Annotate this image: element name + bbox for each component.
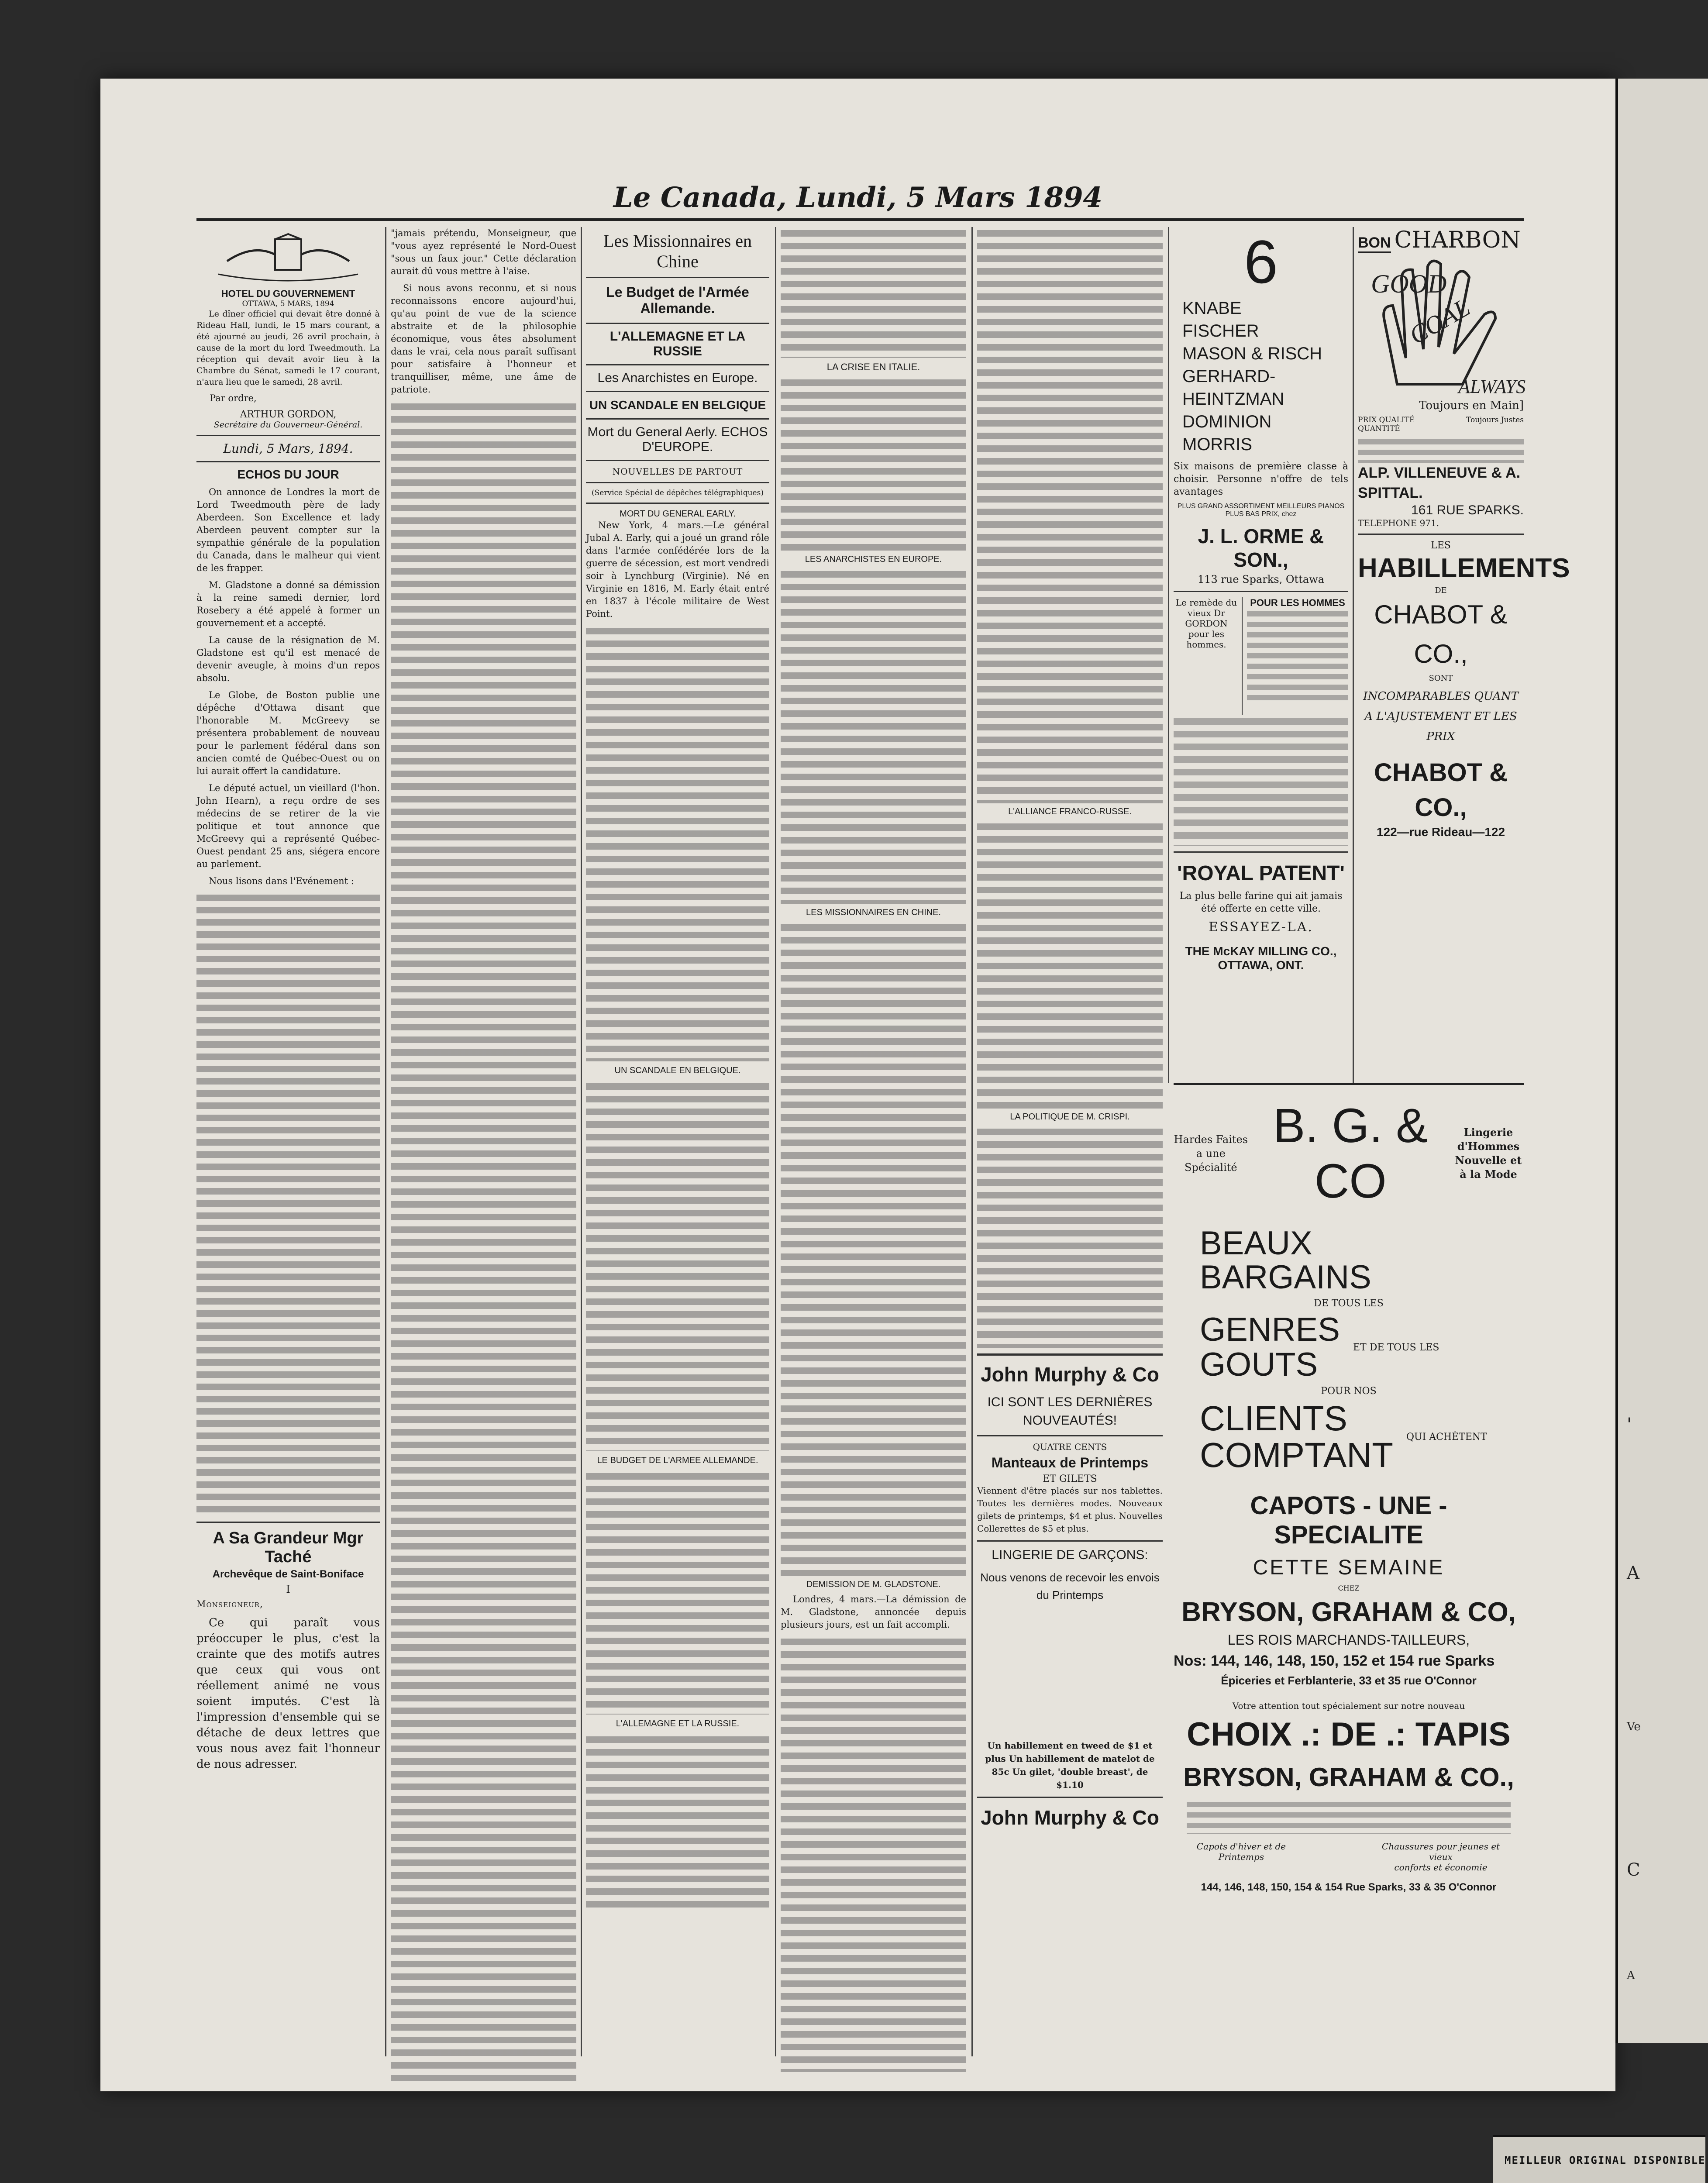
royal-patent: 'ROYAL PATENT' xyxy=(1177,862,1345,885)
tache-title: A Sa Grandeur Mgr Taché xyxy=(213,1529,364,1566)
murphy-lingerie: LINGERIE DE GARÇONS: xyxy=(992,1548,1148,1562)
svg-text:GOOD: GOOD xyxy=(1371,269,1447,298)
pianos-assortiment: PLUS GRAND ASSORTIMENT MEILLEURS PIANOS PLUS BAS PRIX, chez xyxy=(1177,503,1345,518)
capots-hiver: Capots d'hiver et de Printemps xyxy=(1196,1841,1286,1862)
villeneuve-telephone: TELEPHONE 971. xyxy=(1358,518,1439,528)
budget-headline: Le Budget de l'Armée Allemande. xyxy=(606,284,749,316)
orme-address: 113 rue Sparks, Ottawa xyxy=(1197,573,1325,585)
murphy-title-bottom: John Murphy & Co xyxy=(981,1806,1159,1829)
murphy-ad xyxy=(977,1363,1163,1829)
early-title: MORT DU GENERAL EARLY. xyxy=(620,509,736,519)
official-notice: Le dîner officiel qui devait être donné à Rideau Hall, lundi, le 15 mars courant, a été ajourné au jeudi, 26 avril prochain, à cause de la mort du lord Tweedmouth. La réception qui devait avoir lieu à la Chambre du Sénat, samedi le 17 courant, n'aura lieu que le samedi, 28 avril. xyxy=(196,309,380,387)
lingerie-hommes: Lingerie d'Hommes Nouvelle et à la Mode xyxy=(1455,1126,1522,1181)
chez-label: CHEZ xyxy=(1338,1584,1360,1592)
adjacent-page-edge: ' A Ve C A xyxy=(1615,79,1708,2043)
toujours-justes: Toujours Justes xyxy=(1466,416,1524,424)
allemagne-title: L'ALLEMAGNE ET LA RUSSIE. xyxy=(616,1719,740,1728)
seal-date: OTTAWA, 5 MARS, 1894 xyxy=(242,300,334,308)
tache-greeting: Monseigneur, xyxy=(196,1599,263,1609)
signature-title: Secrétaire du Gouverneur-Général. xyxy=(214,420,363,430)
column-1-body-text xyxy=(196,892,380,1516)
column-7-ads xyxy=(1358,227,1570,1078)
column-6-ads xyxy=(1174,227,1348,1078)
et-de-tous-les: ET DE TOUS LES xyxy=(1353,1342,1439,1353)
gordon-remede: Le remède du vieux Dr GORDON pour les hommes. xyxy=(1174,597,1243,715)
scandale-title: UN SCANDALE EN BELGIQUE. xyxy=(614,1066,741,1075)
crise-title: LA CRISE EN ITALIE. xyxy=(826,362,920,372)
bgco-logo: B. G. & CO xyxy=(1273,1099,1428,1208)
de-label: DE xyxy=(1435,586,1447,595)
rois-marchands: LES ROIS MARCHANDS-TAILLEURS, xyxy=(1227,1632,1470,1648)
echos-p1: On annonce de Londres la mort de Lord Tweedmouth père de lady Aberdeen. Son Excellence et lady Aberdeen peuvent compter sur la sympathie générale de la population du Canada, dans le malheur qui vient de les frapper. xyxy=(196,487,380,573)
charbon-label: CHARBON xyxy=(1394,227,1521,253)
les-label: LES xyxy=(1431,540,1451,551)
chabot-top: CHABOT & CO., xyxy=(1374,600,1508,668)
qui-achetent: QUI ACHÈTENT xyxy=(1406,1431,1487,1443)
pianos-note: Six maisons de première classe à choisir. Personne n'offre de tels avantages xyxy=(1174,461,1348,497)
chabot-address: 122—rue Rideau—122 xyxy=(1376,825,1505,839)
col2-p2: Si nous avons reconnu, et si nous reconnaissons encore aujourd'hui, qu'au point de vue de la science abstraite et de la philosophie économique, vous êtes absolument dans le vrai, cela nous paraît suffisant pour satisfaire à l'honneur et tranquilliser, même, une âme de patriote. xyxy=(391,283,576,395)
scandale-headline: UN SCANDALE EN BELGIQUE xyxy=(589,398,766,412)
en-main: Toujours en Main] xyxy=(1419,399,1524,412)
dateline: Lundi, 5 Mars, 1894. xyxy=(223,441,353,456)
bryson-name-bottom: BRYSON, GRAHAM & CO., xyxy=(1183,1763,1514,1792)
column-2 xyxy=(391,227,576,2056)
incomparables: INCOMPARABLES QUANT A L'AJUSTEMENT ET LES PRIX xyxy=(1363,690,1519,743)
demission-title: DEMISSION DE M. GLADSTONE. xyxy=(806,1580,941,1589)
habillements: HABILLEMENTS xyxy=(1358,553,1570,583)
svg-text:ALWAYS: ALWAYS xyxy=(1458,376,1526,397)
clients: CLIENTS xyxy=(1200,1399,1347,1438)
bon-label: BON xyxy=(1358,234,1391,253)
choix-tapis: CHOIX .: DE .: TAPIS xyxy=(1187,1716,1511,1753)
column-4-body-text-c xyxy=(781,568,966,904)
column-4 xyxy=(781,227,966,2056)
murphy-gilets: ET GILETS xyxy=(1043,1474,1097,1484)
pour-nos: POUR NOS xyxy=(1321,1386,1377,1397)
column-3-body-text-d xyxy=(586,1733,769,1908)
par-ordre: Par ordre, xyxy=(210,393,257,403)
bargains: BARGAINS xyxy=(1200,1259,1371,1296)
cette-semaine: CETTE SEMAINE xyxy=(1253,1556,1445,1579)
conforts: conforts et économie xyxy=(1394,1862,1488,1873)
murphy-nouveautes: ICI SONT LES DERNIÈRES NOUVEAUTÉS! xyxy=(987,1395,1153,1428)
echos-p5: Le député actuel, un vieillard (l'hon. John Hearn), a reçu ordre de ses médecins de se retirer de la vie politique et tout annonce que McGreevy qui a représenté Québec-Ouest pendant 25 ans, siégera encore au parlement. xyxy=(196,783,380,869)
echos-p6: Nous lisons dans l'Evénement : xyxy=(209,876,354,886)
coat-of-arms-icon xyxy=(201,231,375,283)
villeneuve-address: 161 RUE SPARKS. xyxy=(1411,503,1524,517)
piano-brand: GERHARD-HEINTZMAN xyxy=(1182,367,1284,409)
col2-p1: "jamais prétendu, Monseigneur, que "vous ayez représenté le Nord-Ouest "sous un faux jour." Cette déclaration aurait dû vous mettre à l'aise. xyxy=(391,228,576,276)
anarchistes-headline: Les Anarchistes en Europe. xyxy=(597,371,758,385)
murphy-tweed: Un habillement en tweed de $1 et plus Un habillement de matelot de 85c Un gilet, 'double breast', de $1.10 xyxy=(985,1740,1155,1790)
chaussures: Chaussures pour jeunes et vieux xyxy=(1381,1841,1500,1862)
gordon-remedy-ad xyxy=(1174,597,1348,715)
tache-number: I xyxy=(286,1583,290,1595)
alliance-title: L'ALLIANCE FRANCO-RUSSE. xyxy=(1008,807,1132,816)
six-numeral: 6 xyxy=(1244,227,1278,296)
archive-stamp: MEILLEUR ORIGINAL DISPONIBLE xyxy=(1493,2135,1705,2183)
villeneuve-name: ALP. VILLENEUVE & A. SPITTAL. xyxy=(1358,465,1521,501)
crispi-title: LA POLITIQUE DE M. CRISPI. xyxy=(1010,1112,1130,1122)
column-3 xyxy=(586,227,769,2056)
mckay-name: THE McKAY MILLING CO., xyxy=(1185,944,1337,958)
orme-name: J. L. ORME & SON., xyxy=(1198,525,1324,571)
echos-p3: La cause de la résignation de M. Gladstone est qu'il est menacé de devenir aveugle, à moins d'un repos absolu. xyxy=(196,635,380,683)
anarchistes-title: LES ANARCHISTES EN EUROPE. xyxy=(805,554,942,564)
bryson-numbers: Nos: 144, 146, 148, 150, 152 et 154 rue Sparks xyxy=(1174,1653,1495,1669)
echos-title: ECHOS DU JOUR xyxy=(237,468,339,481)
column-3-body-text-a xyxy=(586,625,769,1061)
chabot-bottom: CHABOT & CO., xyxy=(1374,758,1508,822)
column-3-body-text-b xyxy=(586,1080,769,1451)
hardes-faites: Hardes Faites a une Spécialité xyxy=(1174,1133,1248,1174)
gordon-text xyxy=(1174,715,1348,846)
column-5-body-text-c xyxy=(977,1126,1163,1348)
attention-label: Votre attention tout spécialement sur notre nouveau xyxy=(1232,1701,1465,1711)
prix-qualite: PRIX QUALITÉ QUANTITÉ xyxy=(1358,416,1415,433)
tache-p1: Ce qui paraît vous préoccuper le plus, c'est la crainte que des motifs autres que ceux qui vous ont réellement animé ne vous soient imputés. C'est là l'impression d'ensemble qui se détache de deux lettres que vous nous avez fait l'honneur de nous adresser. xyxy=(196,1616,380,1771)
echos-p2: M. Gladstone a donné sa démission à la reine samedi dernier, lord Rosebery a été appelé à former un gouvernement et a accepté. xyxy=(196,580,380,628)
column-5-body-text-a xyxy=(977,227,1163,803)
top-rule xyxy=(196,218,1524,221)
missionnaires-headline: Les Missionnaires en Chine xyxy=(603,231,752,271)
bryson-name-top: BRYSON, GRAHAM & CO, xyxy=(1181,1597,1516,1627)
column-4-body-text-d xyxy=(781,921,966,1576)
murphy-manteaux: Manteaux de Printemps xyxy=(991,1455,1149,1470)
comptant: COMPTANT xyxy=(1200,1436,1393,1474)
mort-headline: Mort du General Aerly. ECHOS D'EUROPE. xyxy=(587,425,768,454)
missionnaires-title: LES MISSIONNAIRES EN CHINE. xyxy=(806,908,941,917)
piano-list xyxy=(1174,297,1348,456)
epiceries: Épiceries et Ferblanterie, 33 et 35 rue O'Connor xyxy=(1221,1674,1477,1687)
column-4-body-text-e xyxy=(781,1636,966,2072)
genres: GENRES xyxy=(1200,1311,1340,1348)
hand-icon xyxy=(1358,253,1526,397)
murphy-manteaux-text: Viennent d'être placés sur nos tablettes. Toutes les dernières modes. Nouveaux gilets de printemps, $4 et plus. Nouvelles Collerettes de $5 et plus. xyxy=(977,1485,1163,1534)
murphy-title-top: John Murphy & Co xyxy=(981,1363,1159,1386)
column-3-body-text-c xyxy=(586,1470,769,1715)
piano-brand: MORRIS xyxy=(1182,435,1252,454)
seal-caption: HOTEL DU GOUVERNEMENT xyxy=(221,288,355,299)
demission-p: Londres, 4 mars.—La démission de M. Gladstone, annoncée depuis plusieurs jours, est un fait accompli. xyxy=(781,1594,966,1630)
gouts: GOUTS xyxy=(1200,1346,1318,1383)
bryson-graham-ad xyxy=(1174,1083,1524,2059)
essayez: ESSAYEZ-LA. xyxy=(1209,919,1313,935)
gordon-pour-hommes: POUR LES HOMMES xyxy=(1250,597,1345,608)
mckay-city: OTTAWA, ONT. xyxy=(1218,958,1304,972)
signature: ARTHUR GORDON, xyxy=(240,409,337,420)
tache-subtitle: Archevêque de Saint-Boniface xyxy=(212,1568,364,1580)
piano-brand: FISCHER xyxy=(1182,321,1259,341)
masthead: Le Canada, Lundi, 5 Mars 1894 xyxy=(613,181,1103,214)
de-tous-les: DE TOUS LES xyxy=(1314,1298,1384,1309)
coat-of-arms xyxy=(196,231,380,285)
svg-text:COAL: COAL xyxy=(1404,293,1475,350)
beaux: BEAUX xyxy=(1200,1225,1312,1262)
column-5 xyxy=(977,227,1163,2056)
service-note: (Service Spécial de dépêches télégraphiques) xyxy=(592,489,764,497)
column-4-body-text-b xyxy=(781,376,966,551)
newspaper-page xyxy=(100,79,1615,2091)
column-1 xyxy=(196,227,380,2056)
echos-p4: Le Globe, de Boston publie une dépêche d'Ottawa disant que l'honorable M. McGreevy se présentera probablement de nouveau pour le parlement fédéral dans son ancien comté de Québec-Ouest ou on lui aurait offert la candidature. xyxy=(196,690,380,776)
column-2-body-text xyxy=(391,400,576,2081)
capots-specialite: CAPOTS - UNE - SPECIALITE xyxy=(1250,1491,1447,1549)
early-p: New York, 4 mars.—Le général Jubal A. Early, qui a joué un grand rôle dans l'armée confédérée lors de la guerre de sécession, est mort vendredi soir à Lynchburg (Virginie). Né en Virginie en 1816, M. Early était entré en 1837 à l'école militaire de West Point. xyxy=(586,520,769,619)
piano-brand: MASON & RISCH xyxy=(1182,344,1322,363)
column-5-body-text-b xyxy=(977,820,1163,1109)
bryson-address: 144, 146, 148, 150, 154 & 154 Rue Sparks, 33 & 35 O'Connor xyxy=(1201,1881,1497,1893)
budget-title: LE BUDGET DE L'ARMEE ALLEMANDE. xyxy=(597,1456,758,1465)
allemagne-headline: L'ALLEMAGNE ET LA RUSSIE xyxy=(610,329,746,358)
column-4-body-text-a xyxy=(781,227,966,358)
royal-text: La plus belle farine qui ait jamais été offerte en cette ville. xyxy=(1179,891,1343,914)
nouvelles-label: NOUVELLES DE PARTOUT xyxy=(612,466,743,477)
murphy-recevoir: Nous venons de recevoir les envois du Printemps xyxy=(980,1571,1160,1601)
murphy-quatre: QUATRE CENTS xyxy=(1033,1442,1107,1452)
sont-label: SONT xyxy=(1429,674,1453,683)
piano-brand: DOMINION xyxy=(1182,412,1272,431)
charbon-header xyxy=(1358,227,1524,253)
piano-brand: KNABE xyxy=(1182,299,1242,318)
